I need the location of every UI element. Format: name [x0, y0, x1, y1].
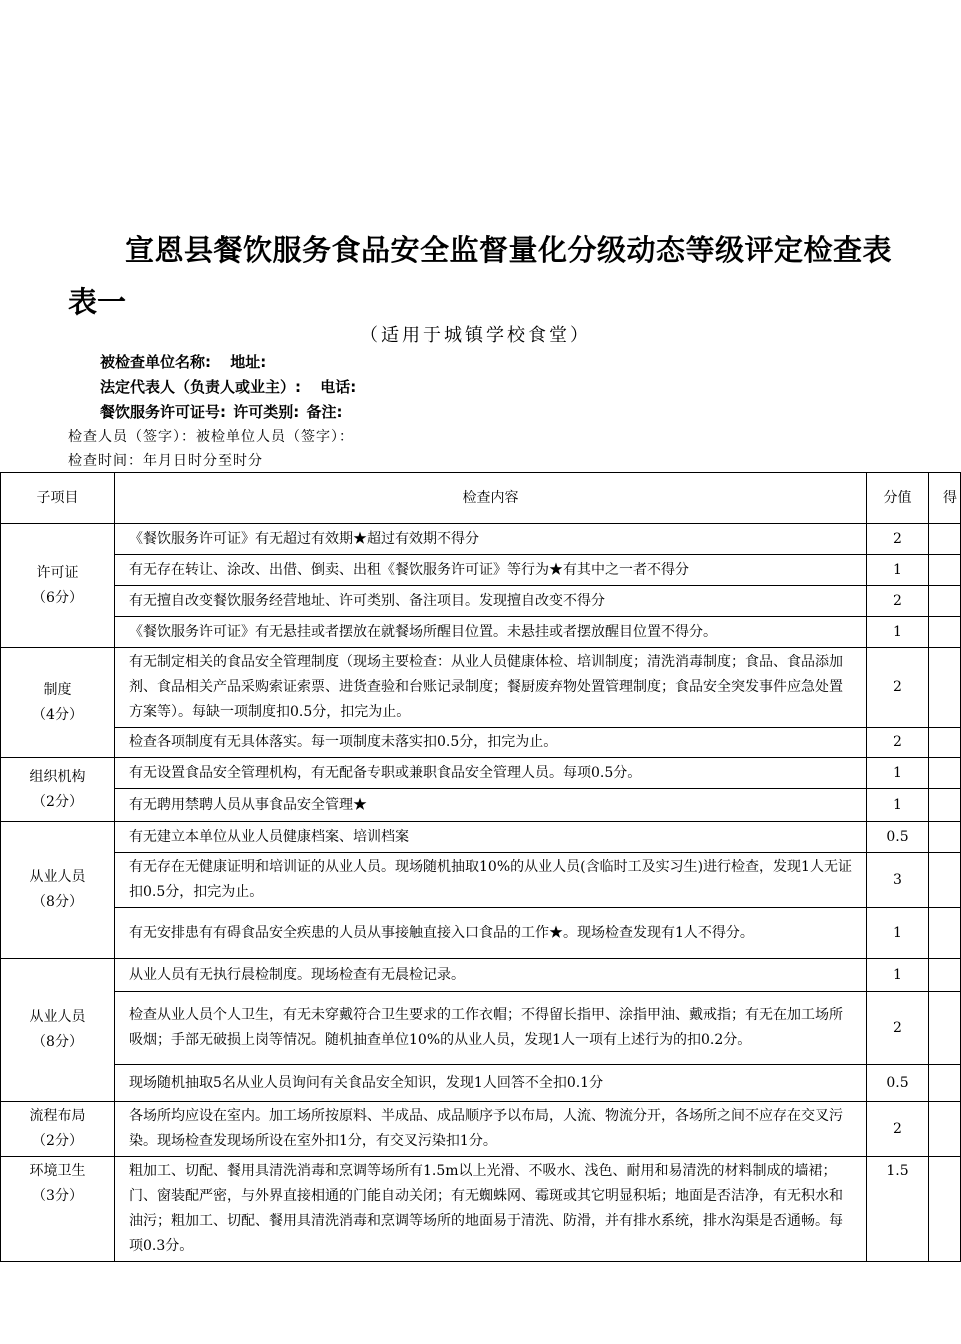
score-cell: 1	[867, 789, 929, 822]
score-cell: 1	[867, 959, 929, 992]
subitem-cell	[1, 959, 115, 1102]
table-row	[1, 959, 961, 992]
subitem-cell	[1, 648, 115, 758]
score-cell: 2	[867, 728, 929, 758]
content-cell: 有无建立本单位从业人员健康档案、培训档案	[115, 822, 867, 853]
inspectors-line: 检查人员（签字）：被检单位人员（签字）：	[68, 429, 354, 445]
obtained-score-cell[interactable]	[929, 992, 961, 1065]
subitem-name: 许可证	[36, 564, 79, 581]
subitem-points: （2分）	[32, 1133, 83, 1149]
legal-rep-label: 法定代表人（负责人或业主）:	[100, 378, 301, 396]
content-cell: 各场所均应设在室内。加工场所按原料、半成品、成品顺序予以布局，人流、物流分开，各场所之间不应存在交叉污染。现场检查发现场所设在室外扣1分，有交叉污染扣1分。	[115, 1102, 867, 1157]
score-cell: 2	[867, 586, 929, 617]
table-row	[1, 555, 961, 586]
content-cell: 有无存在无健康证明和培训证的从业人员。现场随机抽取10%的从业人员(含临时工及实习生)进行检查，发现1人无证扣0.5分，扣完为止。	[115, 853, 867, 908]
column-header-content: 检查内容	[115, 473, 867, 524]
content-cell: 检查从业人员个人卫生，有无未穿戴符合卫生要求的工作衣帽；不得留长指甲、涂指甲油、戴戒指；有无在加工场所吸烟；手部无破损上岗等情况。随机抽查单位10%的从业人员，发现1人一项有上述行为的扣0.2分。	[115, 992, 867, 1065]
license-no-label: 餐饮服务许可证号:	[100, 403, 226, 421]
subitem-name: 从业人员	[29, 869, 86, 885]
obtained-score-cell[interactable]	[929, 1157, 961, 1262]
table-row	[1, 524, 961, 555]
table-row	[1, 1065, 961, 1102]
obtained-score-cell[interactable]	[929, 586, 961, 617]
info-line-1	[100, 351, 280, 372]
column-header-subitem: 子项目	[1, 473, 115, 524]
subitem-points: （2分）	[32, 793, 83, 810]
subitem-points: （6分）	[32, 589, 83, 606]
score-cell: 0.5	[867, 1065, 929, 1102]
content-cell: 有无存在转让、涂改、出借、倒卖、出租《餐饮服务许可证》等行为★有其中之一者不得分	[115, 555, 867, 586]
table-body	[1, 524, 961, 1262]
phone-label: 电话:	[320, 378, 357, 396]
obtained-score-cell[interactable]	[929, 1065, 961, 1102]
remark-label: 备注:	[306, 403, 343, 421]
obtained-score-cell[interactable]	[929, 728, 961, 758]
subitem-points: （8分）	[32, 1034, 83, 1050]
page-subtitle: （适用于城镇学校食堂）	[360, 325, 591, 346]
obtained-score-cell[interactable]	[929, 789, 961, 822]
unit-name-label: 被检查单位名称:	[100, 353, 211, 371]
table-row	[1, 908, 961, 959]
subitem-cell	[1, 758, 115, 822]
content-cell: 现场随机抽取5名从业人员询问有关食品安全知识，发现1人回答不全扣0.1分	[115, 1065, 867, 1102]
info-line-2	[100, 376, 370, 397]
score-cell: 1	[867, 555, 929, 586]
content-cell: 粗加工、切配、餐用具清洗消毒和烹调等场所有1.5m以上光滑、不吸水、浅色、耐用和易清洗的材料制成的墙裙；门、窗装配严密，与外界直接相通的门能自动关闭；有无蜘蛛网、霉斑或其它明显积垢；地面是否洁净，有无积水和油污；粗加工、切配、餐用具清洗消毒和烹调等场所的地面易于清洗、防滑，并有排水系统，排水沟渠是否通畅。每项0.3分。	[115, 1157, 867, 1262]
page-title: 宣恩县餐饮服务食品安全监督量化分级动态等级评定检查表	[125, 233, 893, 267]
content-cell: 有无安排患有有碍食品安全疾患的人员从事接触直接入口食品的工作★。现场检查发现有1人不得分。	[115, 908, 867, 959]
table-row	[1, 758, 961, 789]
table-row	[1, 853, 961, 908]
time-line: 检查时间：年月日时分至时分	[68, 453, 263, 469]
score-cell: 3	[867, 853, 929, 908]
table-row	[1, 586, 961, 617]
obtained-score-cell[interactable]	[929, 908, 961, 959]
score-cell: 2	[867, 1102, 929, 1157]
content-cell: 有无制定相关的食品安全管理制度（现场主要检查：从业人员健康体检、培训制度；清洗消毒制度；食品、食品添加剂、食品相关产品采购索证索票、进货查验和台账记录制度；餐厨废弃物处置管理制度；食品安全突发事件应急处置方案等）。每缺一项制度扣0.5分，扣完为止。	[115, 648, 867, 728]
score-cell: 1	[867, 617, 929, 648]
subitem-cell	[1, 822, 115, 959]
subitem-points: （3分）	[32, 1188, 83, 1204]
table-row	[1, 1157, 961, 1262]
content-cell: 《餐饮服务许可证》有无超过有效期★超过有效期不得分	[115, 524, 867, 555]
table-header-row	[1, 473, 961, 524]
obtained-score-cell[interactable]	[929, 822, 961, 853]
subitem-points: （8分）	[32, 894, 83, 910]
score-cell: 0.5	[867, 822, 929, 853]
content-cell: 从业人员有无执行晨检制度。现场检查有无晨检记录。	[115, 959, 867, 992]
obtained-score-cell[interactable]	[929, 555, 961, 586]
score-cell: 1	[867, 908, 929, 959]
content-cell: 有无聘用禁聘人员从事食品安全管理★	[115, 789, 867, 822]
subitem-name: 从业人员	[29, 1009, 86, 1025]
table-row	[1, 822, 961, 853]
table-row	[1, 992, 961, 1065]
table-row	[1, 789, 961, 822]
obtained-score-cell[interactable]	[929, 524, 961, 555]
page-title-line2: 表一	[68, 285, 127, 319]
obtained-score-cell[interactable]	[929, 648, 961, 728]
obtained-score-cell[interactable]	[929, 758, 961, 789]
table-row	[1, 1102, 961, 1157]
obtained-score-cell[interactable]	[929, 1102, 961, 1157]
license-type-label: 许可类别:	[233, 403, 300, 421]
column-header-obtained: 得	[929, 473, 961, 524]
subitem-cell	[1, 1102, 115, 1157]
info-line-3	[100, 401, 356, 422]
table-row	[1, 617, 961, 648]
content-cell: 有无设置食品安全管理机构，有无配备专职或兼职食品安全管理人员。每项0.5分。	[115, 758, 867, 789]
address-label: 地址:	[230, 353, 267, 371]
score-cell: 2	[867, 648, 929, 728]
table-row	[1, 648, 961, 728]
subitem-cell	[1, 524, 115, 648]
subitem-name: 制度	[43, 681, 72, 698]
subitem-name: 流程布局	[29, 1108, 86, 1124]
obtained-score-cell[interactable]	[929, 959, 961, 992]
subitem-name: 环境卫生	[29, 1163, 86, 1179]
content-cell: 《餐饮服务许可证》有无悬挂或者摆放在就餐场所醒目位置。未悬挂或者摆放醒目位置不得分。	[115, 617, 867, 648]
score-cell: 1.5	[867, 1157, 929, 1262]
subitem-points: （4分）	[32, 706, 83, 723]
content-cell: 有无擅自改变餐饮服务经营地址、许可类别、备注项目。发现擅自改变不得分	[115, 586, 867, 617]
subitem-cell	[1, 1157, 115, 1262]
obtained-score-cell[interactable]	[929, 853, 961, 908]
subitem-name: 组织机构	[29, 768, 86, 785]
table-row	[1, 728, 961, 758]
score-cell: 1	[867, 758, 929, 789]
inspection-table	[0, 472, 961, 1262]
content-cell: 检查各项制度有无具体落实。每一项制度未落实扣0.5分，扣完为止。	[115, 728, 867, 758]
score-cell: 2	[867, 524, 929, 555]
score-cell: 2	[867, 992, 929, 1065]
obtained-score-cell[interactable]	[929, 617, 961, 648]
column-header-score: 分值	[867, 473, 929, 524]
